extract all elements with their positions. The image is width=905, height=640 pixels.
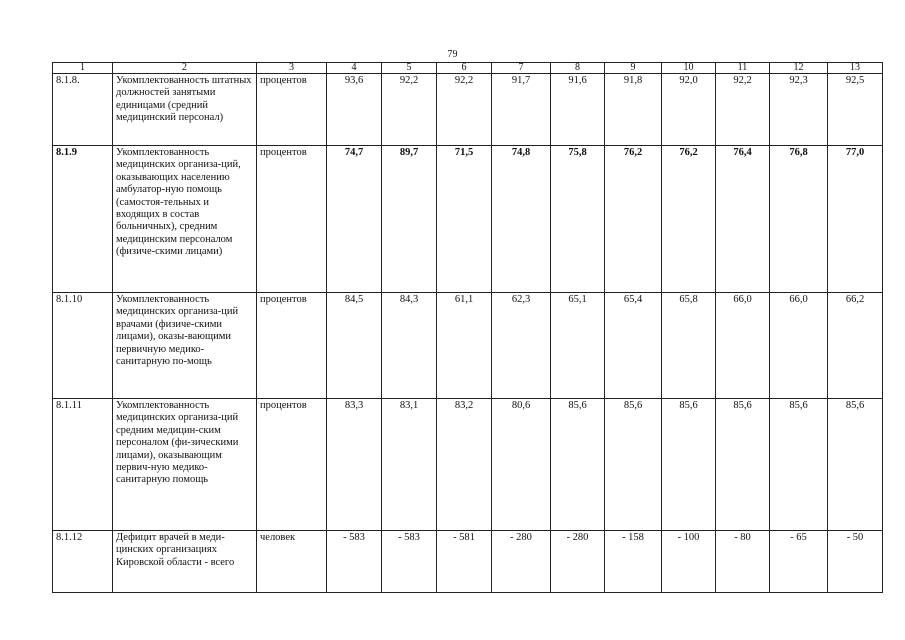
value-cell: - 100 bbox=[662, 531, 716, 593]
value-cell: 92,0 bbox=[662, 74, 716, 146]
column-number: 3 bbox=[257, 63, 327, 74]
value-cell: 83,2 bbox=[437, 399, 492, 531]
value-cell: - 583 bbox=[382, 531, 437, 593]
value-cell: 84,5 bbox=[327, 293, 382, 399]
value-cell: 62,3 bbox=[492, 293, 551, 399]
value-cell: 74,8 bbox=[492, 146, 551, 293]
indicator-code: 8.1.9 bbox=[53, 146, 113, 293]
indicator-code: 8.1.12 bbox=[53, 531, 113, 593]
indicator-name: Укомплектованность медицинских организа-ций, оказывающих населению амбулатор-ную помощь (самостоя-тельных и входящих в состав больничных), средним медицинским персоналом (физиче-скими лицами) bbox=[113, 146, 257, 293]
value-cell: 85,6 bbox=[605, 399, 662, 531]
table-row bbox=[53, 74, 883, 146]
column-number: 12 bbox=[770, 63, 828, 74]
column-number: 6 bbox=[437, 63, 492, 74]
column-number: 9 bbox=[605, 63, 662, 74]
value-cell: 85,6 bbox=[716, 399, 770, 531]
value-cell: 66,2 bbox=[828, 293, 883, 399]
indicator-unit: процентов bbox=[257, 293, 327, 399]
indicator-name: Дефицит врачей в меди-цинских организациях Кировской области - всего bbox=[113, 531, 257, 593]
column-number: 1 bbox=[53, 63, 113, 74]
table-row bbox=[53, 146, 883, 293]
value-cell: 76,2 bbox=[662, 146, 716, 293]
value-cell: 91,8 bbox=[605, 74, 662, 146]
value-cell: 74,7 bbox=[327, 146, 382, 293]
indicators-table bbox=[52, 62, 883, 593]
indicator-name: Укомплектованность медицинских организа-ций средним медицин-ским персоналом (фи-зическими лицами), оказывающим первич-ную медико-санитарную помощь bbox=[113, 399, 257, 531]
indicator-name: Укомплектованность медицинских организа-ций врачами (физиче-скими лицами), оказы-вающими первичную медико-санитарную по-мощь bbox=[113, 293, 257, 399]
value-cell: 83,1 bbox=[382, 399, 437, 531]
column-number: 7 bbox=[492, 63, 551, 74]
value-cell: 65,8 bbox=[662, 293, 716, 399]
column-number: 2 bbox=[113, 63, 257, 74]
value-cell: 92,2 bbox=[437, 74, 492, 146]
indicator-unit: процентов bbox=[257, 399, 327, 531]
value-cell: - 65 bbox=[770, 531, 828, 593]
value-cell: 76,2 bbox=[605, 146, 662, 293]
value-cell: 85,6 bbox=[551, 399, 605, 531]
column-number: 8 bbox=[551, 63, 605, 74]
column-number: 11 bbox=[716, 63, 770, 74]
value-cell: - 583 bbox=[327, 531, 382, 593]
value-cell: - 280 bbox=[492, 531, 551, 593]
value-cell: 66,0 bbox=[716, 293, 770, 399]
column-number: 4 bbox=[327, 63, 382, 74]
value-cell: 83,3 bbox=[327, 399, 382, 531]
indicator-code: 8.1.11 bbox=[53, 399, 113, 531]
value-cell: 76,4 bbox=[716, 146, 770, 293]
value-cell: 91,6 bbox=[551, 74, 605, 146]
value-cell: - 50 bbox=[828, 531, 883, 593]
value-cell: 77,0 bbox=[828, 146, 883, 293]
value-cell: 66,0 bbox=[770, 293, 828, 399]
value-cell: 91,7 bbox=[492, 74, 551, 146]
value-cell: 85,6 bbox=[828, 399, 883, 531]
table-row bbox=[53, 531, 883, 593]
value-cell: - 280 bbox=[551, 531, 605, 593]
value-cell: 75,8 bbox=[551, 146, 605, 293]
value-cell: 85,6 bbox=[770, 399, 828, 531]
table-row bbox=[53, 293, 883, 399]
column-number-row bbox=[53, 63, 883, 74]
indicator-name: Укомплектованность штатных должностей занятыми единицами (средний медицинский персонал) bbox=[113, 74, 257, 146]
value-cell: 76,8 bbox=[770, 146, 828, 293]
value-cell: - 158 bbox=[605, 531, 662, 593]
column-number: 10 bbox=[662, 63, 716, 74]
indicator-code: 8.1.10 bbox=[53, 293, 113, 399]
column-number: 5 bbox=[382, 63, 437, 74]
value-cell: 89,7 bbox=[382, 146, 437, 293]
page-number: 79 bbox=[447, 49, 458, 60]
table-row bbox=[53, 399, 883, 531]
value-cell: - 581 bbox=[437, 531, 492, 593]
indicator-unit: человек bbox=[257, 531, 327, 593]
value-cell: 65,1 bbox=[551, 293, 605, 399]
value-cell: 92,2 bbox=[716, 74, 770, 146]
value-cell: 92,3 bbox=[770, 74, 828, 146]
value-cell: 92,2 bbox=[382, 74, 437, 146]
value-cell: 80,6 bbox=[492, 399, 551, 531]
value-cell: 65,4 bbox=[605, 293, 662, 399]
column-number: 13 bbox=[828, 63, 883, 74]
indicator-unit: процентов bbox=[257, 146, 327, 293]
value-cell: 84,3 bbox=[382, 293, 437, 399]
value-cell: 93,6 bbox=[327, 74, 382, 146]
value-cell: 71,5 bbox=[437, 146, 492, 293]
indicator-code: 8.1.8. bbox=[53, 74, 113, 146]
value-cell: - 80 bbox=[716, 531, 770, 593]
value-cell: 85,6 bbox=[662, 399, 716, 531]
indicator-unit: процентов bbox=[257, 74, 327, 146]
value-cell: 92,5 bbox=[828, 74, 883, 146]
value-cell: 61,1 bbox=[437, 293, 492, 399]
